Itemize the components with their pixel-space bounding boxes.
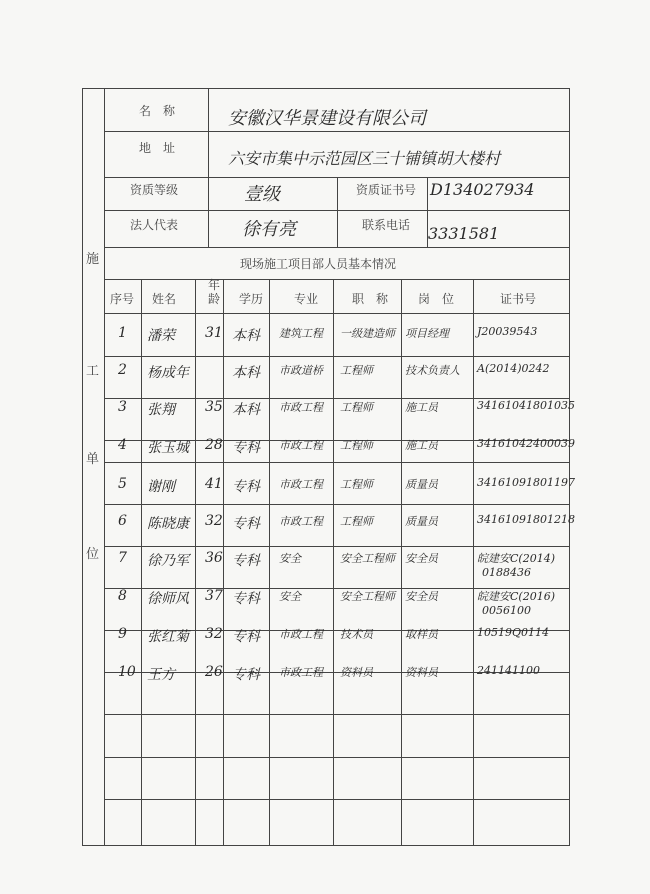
side-label-2: 工: [86, 364, 100, 379]
row-post: 安全员: [405, 552, 438, 565]
row-no: 5: [118, 476, 127, 492]
row-line-6: [104, 546, 569, 547]
row-education: 本科: [232, 402, 260, 418]
row-post: 质量员: [405, 478, 438, 491]
col-divider-6: [401, 279, 402, 845]
row-cert: 10519Q0114: [477, 626, 550, 639]
row-no: 6: [118, 513, 127, 529]
name-label: 名 称: [139, 104, 176, 118]
row-name: 潘荣: [147, 328, 175, 344]
row-no: 9: [118, 626, 127, 642]
phone-label: 联系电话: [362, 218, 411, 232]
row-major: 市政工程: [279, 401, 323, 414]
row-post: 技术负责人: [405, 364, 460, 377]
row-education: 本科: [232, 328, 260, 344]
col-header-post: 岗 位: [418, 292, 455, 306]
address-label: 地 址: [139, 141, 176, 155]
col-header-cert: 证书号: [500, 292, 537, 306]
qualification-label: 资质等级: [130, 183, 179, 197]
row-education: 本科: [232, 365, 260, 381]
row-cert: J20039543: [477, 325, 538, 338]
company-name: 安徽汉华景建设有限公司: [228, 108, 426, 129]
row-education: 专科: [232, 629, 260, 645]
section-title-line: [104, 279, 569, 280]
row-name: 徐乃军: [147, 553, 189, 569]
row-education: 专科: [232, 440, 260, 456]
row-major: 建筑工程: [279, 327, 323, 340]
row-post: 施工员: [405, 439, 438, 452]
side-divider: [104, 89, 105, 845]
row-name: 杨成年: [147, 365, 189, 381]
row-education: 专科: [232, 479, 260, 495]
row-no: 7: [118, 550, 127, 566]
row-title: 安全工程师: [340, 552, 395, 565]
phone-value: 3331581: [428, 224, 500, 243]
side-label-3: 单: [86, 452, 100, 467]
col-divider-4: [269, 279, 270, 845]
certificate-label: 资质证书号: [356, 183, 417, 197]
row-major: 市政工程: [279, 666, 323, 679]
row-no: 3: [118, 399, 127, 415]
row-cert: 241141100: [477, 664, 540, 677]
column-header-line: [104, 313, 569, 314]
col-header-age: 年龄: [207, 278, 220, 306]
row-age: 41: [205, 476, 223, 492]
row-post: 项目经理: [405, 327, 449, 340]
row-no: 8: [118, 588, 127, 604]
info-row-line-4: [104, 247, 569, 248]
row-major: 市政工程: [279, 478, 323, 491]
row-age: 31: [205, 325, 223, 341]
row-no: 2: [118, 362, 127, 378]
info-row-line-3: [104, 210, 569, 211]
legal-rep-value: 徐有亮: [242, 219, 296, 240]
row-age: 32: [205, 626, 223, 642]
row-name: 徐师风: [147, 591, 189, 607]
row-education: 专科: [232, 516, 260, 532]
row-age: 37: [205, 588, 223, 604]
row-title: 工程师: [340, 401, 373, 414]
row-title: 工程师: [340, 515, 373, 528]
row-cert: A(2014)0242: [477, 362, 550, 375]
row-cert: 34161042400039: [477, 437, 575, 450]
row-age: 32: [205, 513, 223, 529]
row-name: 陈晓康: [147, 516, 189, 532]
row-line-12: [104, 799, 569, 800]
row-line-1: [104, 356, 569, 357]
row-age: 26: [205, 664, 223, 680]
col-divider-5: [333, 279, 334, 845]
row-education: 专科: [232, 667, 260, 683]
row-cert-line2: 0056100: [482, 604, 531, 617]
row-major: 安全: [279, 590, 301, 603]
col-header-name: 姓名: [152, 292, 177, 306]
row-line-10: [104, 714, 569, 715]
certificate-value: D134027934: [430, 180, 535, 199]
row-title: 工程师: [340, 478, 373, 491]
col-divider-2: [195, 279, 196, 845]
col-divider-1: [141, 279, 142, 845]
company-address: 六安市集中示范园区三十铺镇胡大楼村: [228, 149, 501, 168]
row-major: 市政工程: [279, 628, 323, 641]
row-title: 技术员: [340, 628, 373, 641]
row-age: 36: [205, 550, 223, 566]
row-post: 施工员: [405, 401, 438, 414]
col-header-title: 职 称: [352, 292, 389, 306]
info-label-divider: [208, 89, 209, 247]
col-header-major: 专业: [294, 292, 319, 306]
col-divider-3: [223, 279, 224, 845]
row-title: 工程师: [340, 439, 373, 452]
row-major: 市政道桥: [279, 364, 323, 377]
row-no: 1: [118, 325, 127, 341]
row-line-11: [104, 757, 569, 758]
row-cert: 34161091801218: [477, 513, 575, 526]
row-title: 工程师: [340, 364, 373, 377]
row-name: 谢刚: [147, 479, 175, 495]
row-post: 安全员: [405, 590, 438, 603]
row-no: 4: [118, 437, 127, 453]
row-major: 市政工程: [279, 515, 323, 528]
row-title: 资料员: [340, 666, 373, 679]
row-name: 张翔: [147, 402, 175, 418]
row-major: 市政工程: [279, 439, 323, 452]
row-cert: 皖建安C(2016): [477, 590, 555, 603]
row-age: 28: [205, 437, 223, 453]
info-mid-divider-1: [337, 177, 338, 247]
row-cert: 34161041801035: [477, 399, 575, 412]
row-cert-line2: 0188436: [482, 566, 531, 579]
row-title: 安全工程师: [340, 590, 395, 603]
row-education: 专科: [232, 553, 260, 569]
row-cert: 皖建安C(2014): [477, 552, 555, 565]
row-post: 质量员: [405, 515, 438, 528]
row-post: 资料员: [405, 666, 438, 679]
info-row-line-1: [104, 131, 569, 132]
side-label-4: 位: [86, 547, 100, 562]
section-title: 现场施工项目部人员基本情况: [240, 257, 397, 271]
legal-rep-label: 法人代表: [130, 218, 179, 232]
col-header-no: 序号: [110, 292, 135, 306]
row-name: 王方: [147, 667, 175, 683]
form-table: [82, 88, 570, 846]
row-education: 专科: [232, 591, 260, 607]
row-major: 安全: [279, 552, 301, 565]
col-divider-7: [473, 279, 474, 845]
row-post: 取样员: [405, 628, 438, 641]
side-label-1: 施: [86, 252, 100, 267]
row-line-4: [104, 462, 569, 463]
row-age: 35: [205, 399, 223, 415]
col-header-education: 学历: [239, 292, 264, 306]
row-cert: 34161091801197: [477, 476, 575, 489]
info-row-line-2: [104, 177, 569, 178]
row-name: 张红菊: [147, 629, 189, 645]
row-no: 10: [118, 664, 136, 680]
row-line-5: [104, 504, 569, 505]
row-name: 张玉城: [147, 440, 189, 456]
qualification-value: 壹级: [244, 184, 280, 205]
row-title: 一级建造师: [340, 327, 395, 340]
